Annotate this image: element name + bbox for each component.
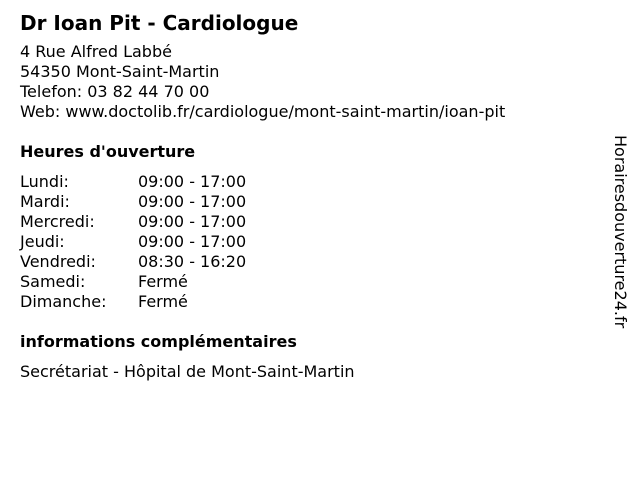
hours-row-sunday bbox=[20, 292, 600, 312]
city-address: 54350 Mont-Saint-Martin bbox=[20, 62, 220, 81]
hours-row-tuesday bbox=[20, 192, 600, 212]
phone-line: Telefon: 03 82 44 70 00 bbox=[20, 82, 210, 101]
hours-row-saturday bbox=[20, 272, 600, 292]
hours-table bbox=[20, 172, 600, 312]
hours-day: Lundi: bbox=[20, 172, 69, 191]
hours-time: 08:30 - 16:20 bbox=[138, 252, 247, 271]
hours-time: 09:00 - 17:00 bbox=[138, 212, 247, 231]
hours-day: Samedi: bbox=[20, 272, 86, 291]
hours-day: Dimanche: bbox=[20, 292, 107, 311]
hours-time: Fermé bbox=[138, 272, 188, 291]
hours-time: 09:00 - 17:00 bbox=[138, 172, 247, 191]
hours-row-thursday bbox=[20, 232, 600, 252]
hours-row-monday bbox=[20, 172, 600, 192]
listing-content bbox=[20, 10, 600, 382]
hours-day: Vendredi: bbox=[20, 252, 96, 271]
hours-time: Fermé bbox=[138, 292, 188, 311]
web-line: Web: www.doctolib.fr/cardiologue/mont-saint-martin/ioan-pit bbox=[20, 102, 506, 121]
info-heading: informations complémentaires bbox=[20, 332, 297, 351]
hours-row-wednesday bbox=[20, 212, 600, 232]
brand-watermark: Horairesdouverture24.fr bbox=[611, 135, 630, 329]
hours-time: 09:00 - 17:00 bbox=[138, 232, 247, 251]
hours-day: Jeudi: bbox=[20, 232, 65, 251]
hours-heading: Heures d'ouverture bbox=[20, 142, 196, 161]
hours-time: 09:00 - 17:00 bbox=[138, 192, 247, 211]
hours-row-friday bbox=[20, 252, 600, 272]
hours-day: Mardi: bbox=[20, 192, 70, 211]
info-text: Secrétariat - Hôpital de Mont-Saint-Martin bbox=[20, 362, 355, 381]
doctor-title: Dr Ioan Pit - Cardiologue bbox=[20, 11, 299, 35]
street-address: 4 Rue Alfred Labbé bbox=[20, 42, 172, 61]
address-block bbox=[20, 42, 600, 122]
hours-day: Mercredi: bbox=[20, 212, 95, 231]
